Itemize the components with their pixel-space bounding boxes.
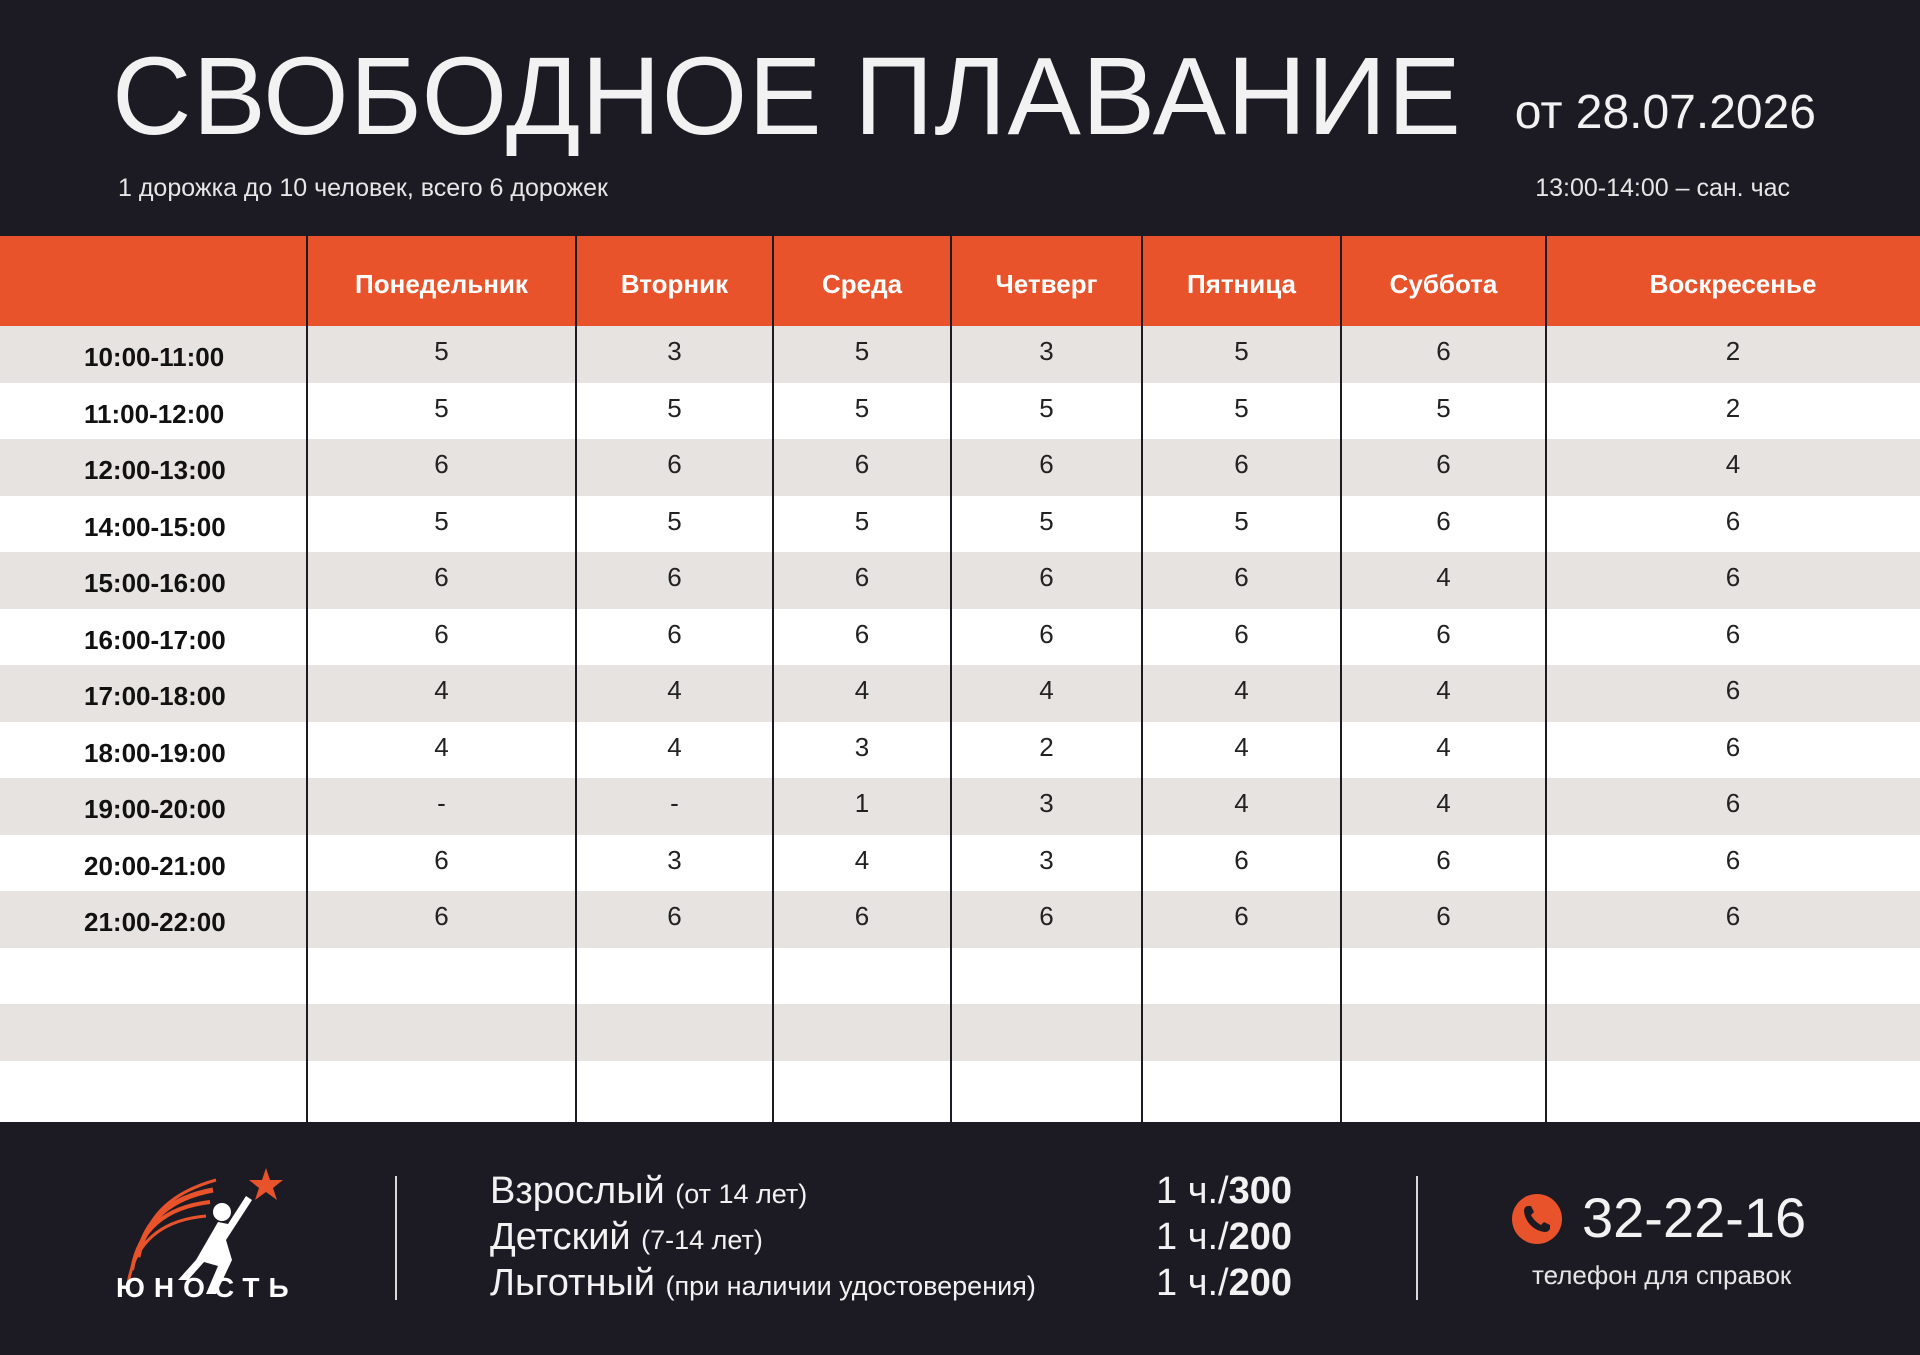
lane-count-cell: 4 — [667, 731, 682, 762]
table-row — [0, 496, 1920, 553]
lane-count-cell: 4 — [1436, 562, 1451, 592]
time-slot: 18:00-19:00 — [84, 737, 226, 768]
time-slot: 21:00-22:00 — [84, 907, 226, 937]
lane-count-cell: 4 — [1234, 788, 1249, 818]
lane-count-cell: 6 — [1725, 731, 1741, 762]
lane-count-cell: 4 — [1039, 675, 1054, 705]
price-prefix: 1 ч./ — [1156, 1216, 1229, 1258]
table-row — [0, 609, 1920, 666]
lane-count-cell: 4 — [434, 675, 449, 705]
price-name: Взрослый — [490, 1170, 665, 1212]
lane-count-cell: 5 — [1039, 392, 1054, 423]
lane-count-cell: 6 — [1436, 449, 1451, 479]
lane-count-cell: 6 — [854, 562, 870, 592]
time-slot: 19:00-20:00 — [84, 794, 226, 824]
lane-count-cell: - — [437, 788, 446, 818]
lane-count-cell: 6 — [1725, 675, 1741, 705]
lane-count-cell: 3 — [667, 844, 682, 875]
price-value-child — [1156, 1216, 1292, 1259]
lane-count-cell: 6 — [1234, 562, 1249, 592]
price-name: Детский — [490, 1216, 631, 1258]
lane-count-cell: 4 — [1436, 731, 1451, 762]
lane-count-cell: 4 — [1234, 731, 1249, 762]
lane-count-cell: 6 — [434, 562, 449, 592]
lane-count-cell: 5 — [434, 336, 449, 366]
table-row — [0, 665, 1920, 722]
day-header: Пятница — [1186, 269, 1297, 299]
lane-count-cell: 6 — [434, 901, 449, 931]
day-header: Воскресенье — [1649, 269, 1817, 299]
lane-count-cell: 6 — [1234, 901, 1249, 931]
time-slot: 15:00-16:00 — [84, 568, 226, 598]
time-slot: 11:00-12:00 — [84, 398, 225, 429]
lane-count-cell: 4 — [854, 844, 870, 875]
lane-count-cell: 6 — [1725, 618, 1741, 649]
lane-count-cell: 5 — [1436, 392, 1451, 423]
lane-count-cell: 6 — [1725, 562, 1741, 592]
lane-count-cell: 2 — [1725, 392, 1741, 423]
lane-count-cell: 6 — [1234, 618, 1249, 649]
lane-count-cell: 4 — [434, 731, 449, 762]
lane-info: 1 дорожка до 10 человек, всего 6 дорожек — [118, 174, 608, 202]
lane-count-cell: 5 — [1234, 505, 1249, 536]
table-row — [0, 326, 1920, 383]
table-row — [0, 1004, 1920, 1061]
table-header-row — [0, 236, 1920, 326]
phone-caption: телефон для справок — [1532, 1260, 1792, 1290]
lane-count-cell: 6 — [1436, 336, 1451, 366]
price-row-discount — [490, 1262, 1036, 1305]
column-divider — [950, 236, 952, 1122]
header — [0, 0, 1920, 236]
price-prefix: 1 ч./ — [1156, 1170, 1229, 1212]
table-row — [0, 722, 1920, 779]
lane-count-cell: 5 — [1234, 336, 1249, 366]
column-divider — [1141, 236, 1143, 1122]
lane-count-cell: 4 — [667, 675, 682, 705]
price-value-discount — [1156, 1262, 1292, 1305]
lane-count-cell: 6 — [854, 618, 870, 649]
lane-count-cell: 2 — [1725, 336, 1741, 366]
lane-count-cell: 5 — [854, 505, 870, 536]
time-slot: 17:00-18:00 — [84, 681, 226, 711]
time-slot: 20:00-21:00 — [84, 850, 226, 881]
logo-text: ЮНОСТЬ — [116, 1272, 298, 1303]
lane-count-cell: 3 — [1039, 336, 1054, 366]
sanitary-hour-info: 13:00-14:00 – сан. час — [1535, 174, 1790, 202]
lane-count-cell: 5 — [854, 336, 870, 366]
lane-count-cell: 6 — [854, 901, 870, 931]
lane-count-cell: - — [670, 788, 679, 818]
lane-count-cell: 6 — [1436, 618, 1451, 649]
lane-count-cell: 6 — [1234, 449, 1249, 479]
lane-count-cell: 6 — [1039, 901, 1054, 931]
lane-count-cell: 3 — [1039, 788, 1054, 818]
column-divider — [772, 236, 774, 1122]
day-header: Четверг — [995, 269, 1098, 299]
lane-count-cell: 6 — [854, 449, 870, 479]
table-row — [0, 948, 1920, 1005]
price-prefix: 1 ч./ — [1156, 1262, 1229, 1304]
lane-count-cell: 5 — [434, 392, 449, 423]
column-divider — [1545, 236, 1547, 1122]
lane-count-cell: 6 — [434, 844, 449, 875]
time-slot: 12:00-13:00 — [84, 455, 226, 485]
lane-count-cell: 1 — [854, 788, 870, 818]
price-amount: 200 — [1228, 1262, 1293, 1304]
lane-count-cell: 6 — [1234, 844, 1249, 875]
lane-count-cell: 5 — [854, 392, 870, 423]
time-slot: 16:00-17:00 — [84, 624, 226, 655]
price-amount: 300 — [1228, 1170, 1293, 1212]
time-slot: 14:00-15:00 — [84, 511, 226, 542]
lane-count-cell: 2 — [1039, 731, 1054, 762]
lane-count-cell: 4 — [1725, 449, 1741, 479]
column-divider — [575, 236, 577, 1122]
lane-count-cell: 6 — [1039, 618, 1054, 649]
lane-count-cell: 6 — [1725, 901, 1741, 931]
day-header: Среда — [821, 269, 903, 299]
lane-count-cell: 5 — [1039, 505, 1054, 536]
lane-count-cell: 3 — [667, 336, 682, 366]
lane-count-cell: 4 — [1234, 675, 1249, 705]
lane-count-cell: 5 — [1234, 392, 1249, 423]
day-header: Суббота — [1389, 269, 1498, 299]
lane-count-cell: 6 — [667, 562, 682, 592]
price-row-child — [490, 1216, 763, 1259]
table-row — [0, 778, 1920, 835]
lane-count-cell: 4 — [854, 675, 870, 705]
day-header: Понедельник — [355, 269, 528, 299]
table-row — [0, 1061, 1920, 1123]
lane-count-cell: 6 — [1436, 901, 1451, 931]
price-value-adult — [1156, 1170, 1292, 1213]
page-title: СВОБОДНОЕ ПЛАВАНИЕ — [112, 35, 1462, 158]
lane-count-cell: 6 — [434, 449, 449, 479]
lane-count-cell: 3 — [854, 731, 870, 762]
lane-count-cell: 6 — [667, 618, 682, 649]
lane-count-cell: 5 — [667, 392, 682, 423]
column-divider — [1340, 236, 1342, 1122]
phone-number: 32-22-16 — [1582, 1186, 1807, 1249]
price-row-adult — [490, 1170, 807, 1213]
lane-count-cell: 4 — [1436, 675, 1451, 705]
lane-count-cell: 6 — [1725, 788, 1741, 818]
price-note: (7-14 лет) — [641, 1225, 763, 1255]
lane-count-cell: 6 — [1436, 844, 1451, 875]
footer — [0, 1122, 1920, 1355]
lane-count-cell: 6 — [1725, 505, 1741, 536]
column-divider — [306, 236, 308, 1122]
lane-count-cell: 6 — [1039, 562, 1054, 592]
price-note: (от 14 лет) — [675, 1179, 808, 1209]
price-note: (при наличии удостоверения) — [665, 1271, 1036, 1301]
table-row — [0, 891, 1920, 948]
lane-count-cell: 6 — [667, 901, 682, 931]
schedule-table — [0, 236, 1920, 1122]
price-name: Льготный — [490, 1262, 655, 1304]
lane-count-cell: 6 — [667, 449, 682, 479]
time-slot: 10:00-11:00 — [84, 342, 225, 372]
lane-count-cell: 6 — [434, 618, 449, 649]
lane-count-cell: 6 — [1436, 505, 1451, 536]
lane-count-cell: 6 — [1039, 449, 1054, 479]
price-amount: 200 — [1228, 1216, 1293, 1258]
phone-icon — [1512, 1194, 1562, 1244]
table-row — [0, 383, 1920, 440]
table-row — [0, 552, 1920, 609]
day-header: Вторник — [620, 269, 729, 299]
footer-divider-right — [1416, 1176, 1418, 1300]
lane-count-cell: 5 — [667, 505, 682, 536]
table-row — [0, 439, 1920, 496]
footer-divider-left — [395, 1176, 397, 1300]
schedule-date: от 28.07.2026 — [1514, 86, 1816, 139]
table-row — [0, 835, 1920, 892]
lane-count-cell: 4 — [1436, 788, 1451, 818]
lane-count-cell: 5 — [434, 505, 449, 536]
lane-count-cell: 6 — [1725, 844, 1741, 875]
lane-count-cell: 3 — [1039, 844, 1054, 875]
